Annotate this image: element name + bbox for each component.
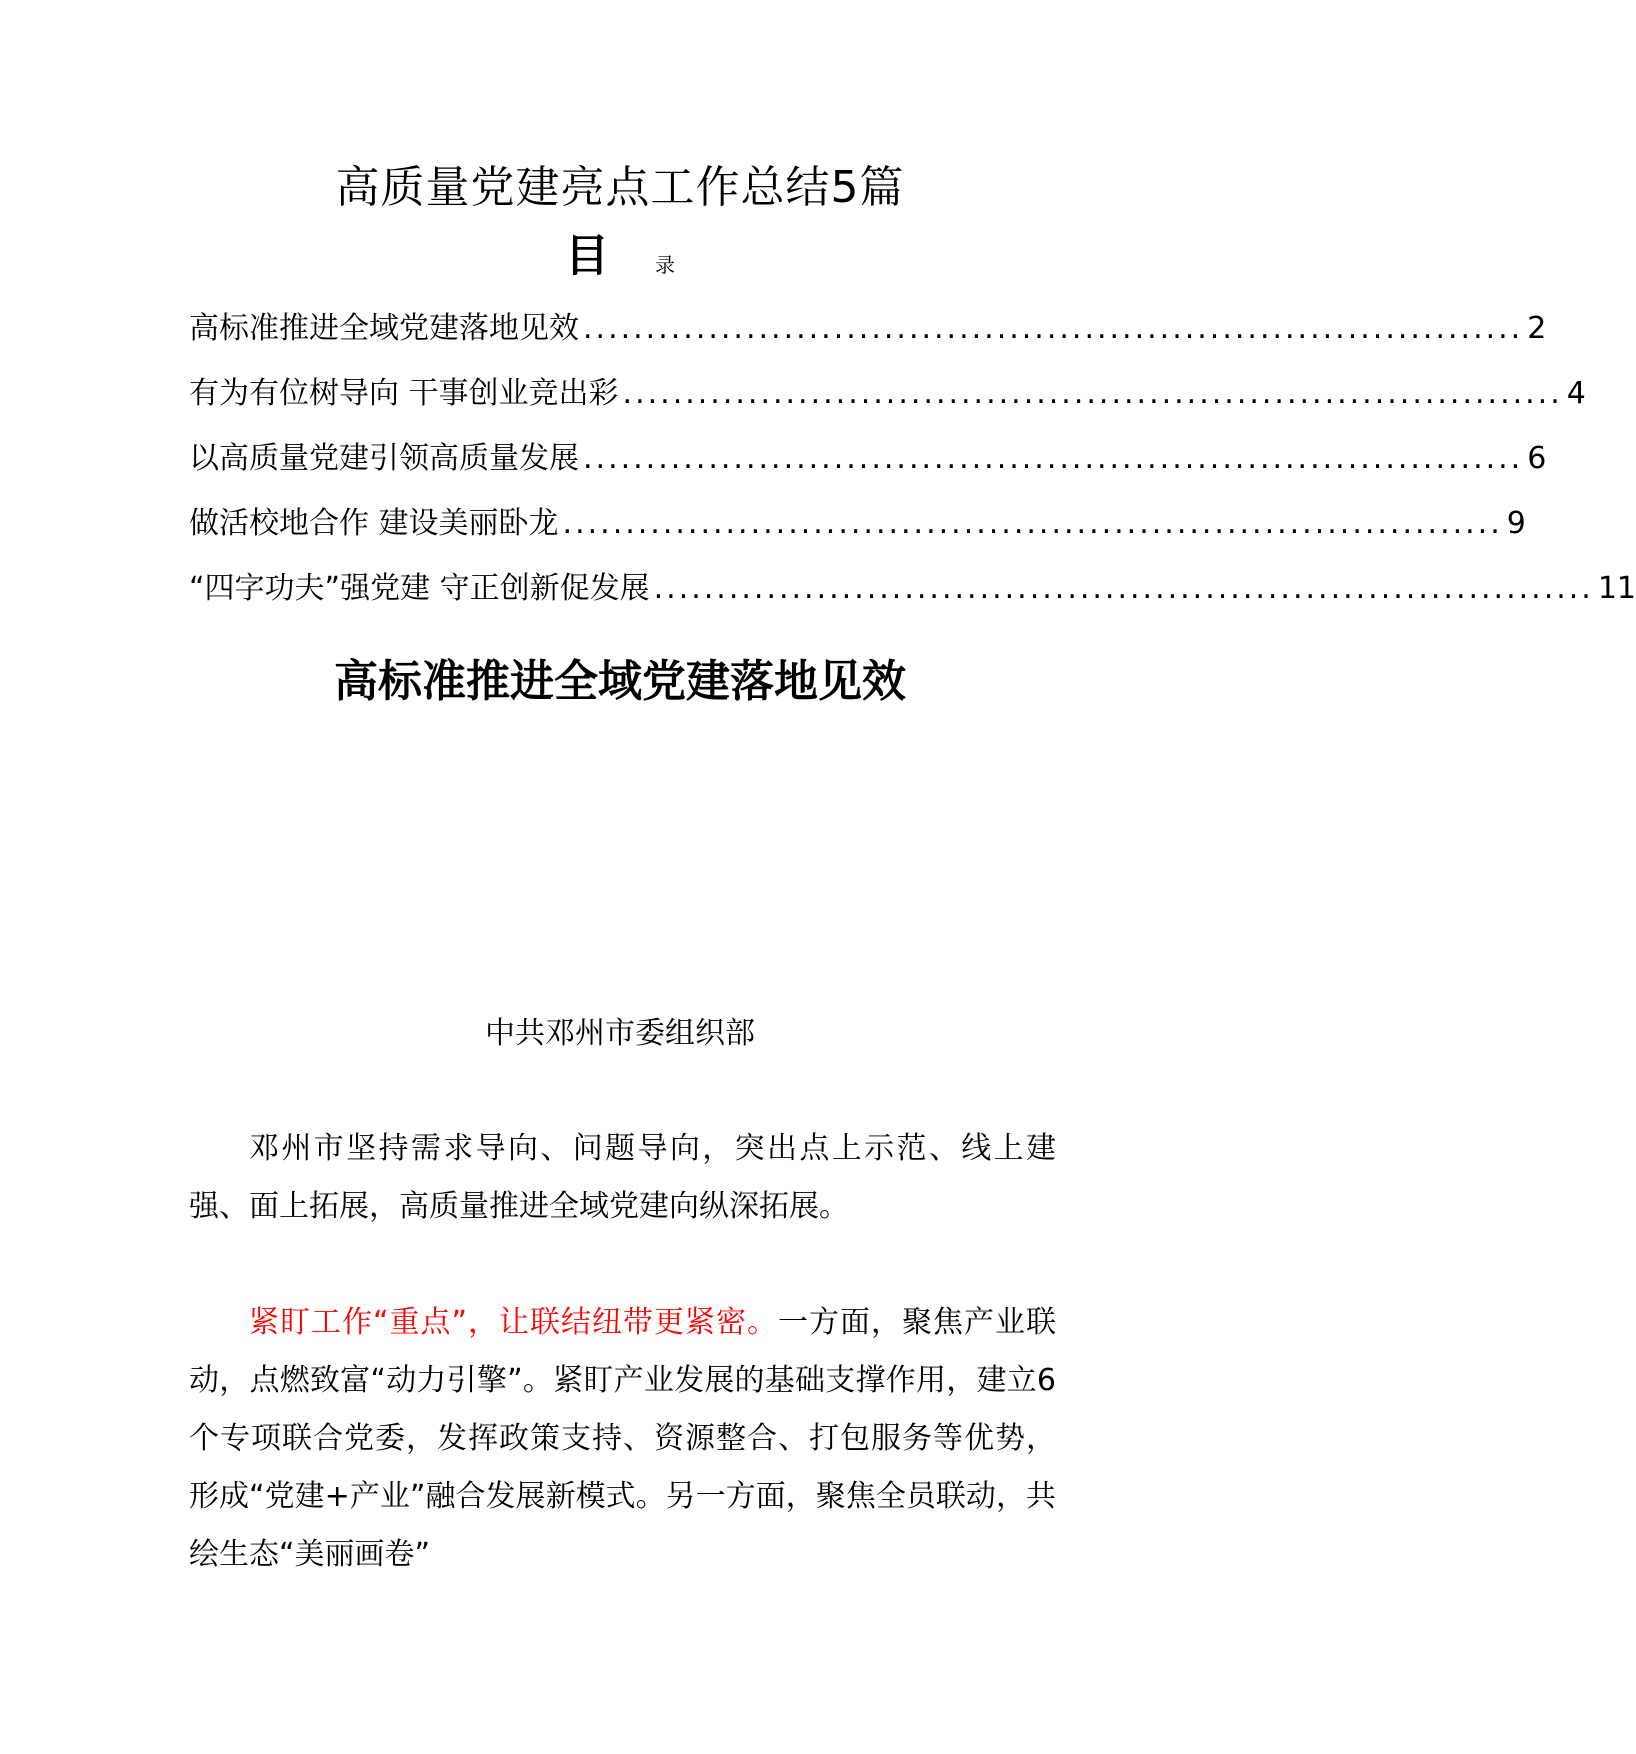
table-of-contents — [189, 296, 1636, 621]
toc-leader-dots: ........................................................................... — [562, 506, 1503, 541]
toc-entry[interactable] — [189, 491, 1526, 556]
toc-entry-title: 高标准推进全域党建落地见效 — [189, 311, 579, 346]
toc-entry[interactable] — [189, 296, 1547, 361]
article-title: 高标准推进全域党建落地见效 — [334, 656, 906, 707]
toc-heading — [0, 228, 1240, 285]
toc-entry-page: 4 — [1566, 376, 1586, 411]
document-title: 高质量党建亮点工作总结5篇 — [335, 162, 905, 213]
toc-entry-title: 做活校地合作 建设美丽卧龙 — [189, 506, 559, 541]
toc-entry[interactable] — [189, 556, 1636, 621]
toc-entry-title: “四字功夫”强党建 守正创新促发展 — [189, 571, 650, 606]
toc-entry[interactable] — [189, 426, 1547, 491]
toc-entry[interactable] — [189, 361, 1586, 426]
toc-leader-dots: ........................................................................... — [622, 376, 1563, 411]
toc-leader-dots: ........................................................................... — [583, 311, 1524, 346]
toc-heading-big: 目 — [565, 230, 609, 282]
toc-entry-page: 11 — [1597, 571, 1636, 606]
toc-entry-page: 9 — [1506, 506, 1526, 541]
highlighted-lead-sentence: 紧盯工作“重点”，让联结纽带更紧密。 — [249, 1305, 779, 1340]
article-paragraph: 邓州市坚持需求导向、问题导向，突出点上示范、线上建强、面上拓展，高质量推进全域党建向纵深拓展。 — [189, 1131, 1056, 1224]
toc-entry-page: 6 — [1527, 441, 1547, 476]
toc-heading-small: 录 — [655, 252, 675, 277]
toc-leader-dots: ........................................................................... — [653, 571, 1594, 606]
toc-entry-title: 有为有位树导向 干事创业竞出彩 — [189, 376, 619, 411]
toc-entry-page: 2 — [1527, 311, 1547, 346]
toc-leader-dots: ........................................................................... — [583, 441, 1524, 476]
article-organization: 中共邓州市委组织部 — [485, 1016, 755, 1051]
article-paragraph — [189, 1294, 1056, 1584]
toc-entry-title: 以高质量党建引领高质量发展 — [189, 441, 579, 476]
paragraph-body-text: 一方面，聚焦产业联动，点燃致富“动力引擎”。紧盯产业发展的基础支撑作用，建立6个专项联合党委，发挥政策支持、资源整合、打包服务等优势，形成“党建+产业”融合发展新模式。另一方面，聚焦全员联动，共绘生态“美丽画卷” — [189, 1305, 1057, 1572]
